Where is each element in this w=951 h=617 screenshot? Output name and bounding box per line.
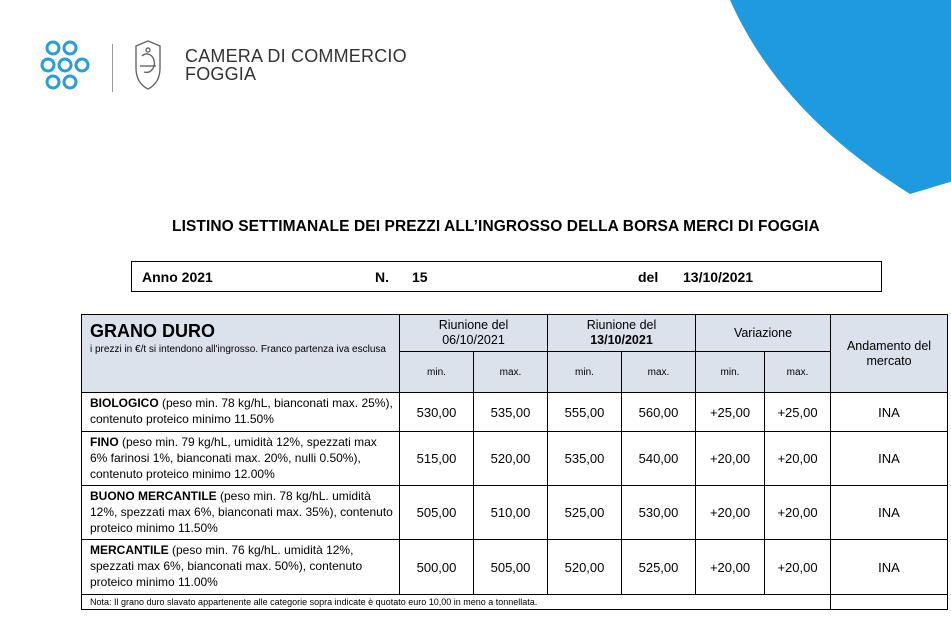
grade-description	[82, 432, 400, 486]
grade-description	[82, 486, 400, 540]
curr-min-cell: 535,00	[548, 432, 622, 486]
prev-min-cell: 515,00	[400, 432, 474, 486]
prev-max-cell: 520,00	[474, 432, 548, 486]
document-title: LISTINO SETTIMANALE DEI PREZZI ALL’INGROSSO DELLA BORSA MERCI DI FOGGIA	[172, 218, 820, 235]
prev-meeting-label: Riunione del	[438, 318, 509, 332]
number-label: N.	[375, 269, 389, 285]
organization-name	[185, 47, 407, 83]
var-min-cell: +20,00	[696, 432, 765, 486]
footnote-empty-cell	[831, 595, 948, 610]
footnote-row	[82, 595, 948, 610]
curr-max-header: max.	[622, 352, 696, 393]
date-value: 13/10/2021	[683, 269, 754, 285]
grade-spec: (peso min. 78 kg/hL. umidità 12%, spezzati max 6%, bianconati max. 35%), contenuto proteico minimo 11.50%	[90, 489, 393, 535]
curr-meeting-label: Riunione del	[586, 318, 657, 332]
curr-meeting-date: 13/10/2021	[590, 333, 653, 347]
table-row	[82, 393, 948, 432]
curr-min-cell: 525,00	[548, 486, 622, 540]
trend-cell: INA	[831, 432, 948, 486]
grade-name: BIOLOGICO	[90, 396, 159, 410]
prev-min-cell: 500,00	[400, 540, 474, 595]
grade-description	[82, 540, 400, 595]
logo-separator	[112, 44, 113, 92]
date-label: del	[638, 269, 659, 285]
prev-meeting-header	[400, 315, 548, 352]
grade-name: FINO	[90, 435, 119, 449]
year-label: Anno 2021	[142, 269, 213, 285]
issue-info-box	[131, 261, 882, 292]
curr-max-cell: 560,00	[622, 393, 696, 432]
price-table	[81, 314, 948, 610]
grade-description	[82, 393, 400, 432]
trend-cell: INA	[831, 540, 948, 595]
trend-cell: INA	[831, 486, 948, 540]
prev-max-header: max.	[474, 352, 548, 393]
curr-min-header: min.	[548, 352, 622, 393]
var-min-header: min.	[696, 352, 765, 393]
grain-section-header	[82, 315, 400, 393]
prev-max-cell: 505,00	[474, 540, 548, 595]
section-title: GRANO DURO	[90, 321, 215, 341]
grade-name: MERCANTILE	[90, 543, 169, 557]
chamber-logo-icon	[40, 38, 90, 92]
table-row	[82, 540, 948, 595]
table-row	[82, 486, 948, 540]
prev-max-cell: 510,00	[474, 486, 548, 540]
number-value: 15	[412, 269, 428, 285]
var-max-cell: +20,00	[765, 432, 831, 486]
grade-name: BUONO MERCANTILE	[90, 489, 217, 503]
decorative-blue-arc	[690, 0, 951, 200]
prev-min-cell: 505,00	[400, 486, 474, 540]
var-min-cell: +20,00	[696, 540, 765, 595]
grade-spec: (peso min. 78 kg/hL, bianconati max. 25%), contenuto proteico minimo 11.50%	[90, 396, 393, 426]
footnote: Nota: Il grano duro slavato appartenente alle categorie sopra indicate è quotato euro 10,00 in meno a tonnellata.	[82, 595, 831, 610]
org-name-line1: CAMERA DI COMMERCIO	[185, 46, 407, 66]
prev-min-header: min.	[400, 352, 474, 393]
curr-meeting-header	[548, 315, 696, 352]
org-name-line2: FOGGIA	[185, 64, 257, 84]
grade-spec: (peso min. 79 kg/hL, umidità 12%, spezzati max 6% farinosi 1%, bianconati max. 20%, nulli 0.50%), contenuto proteico minimo 12.00%	[90, 435, 377, 481]
trend-cell: INA	[831, 393, 948, 432]
table-row	[82, 432, 948, 486]
curr-min-cell: 555,00	[548, 393, 622, 432]
var-max-cell: +20,00	[765, 486, 831, 540]
curr-min-cell: 520,00	[548, 540, 622, 595]
variation-header: Variazione	[696, 315, 831, 352]
var-max-header: max.	[765, 352, 831, 393]
var-max-cell: +25,00	[765, 393, 831, 432]
grade-spec: (peso min. 76 kg/hL. umidità 12%, spezzati max 6%, bianconati max. 50%), contenuto proteico minimo 11.00%	[90, 543, 363, 589]
prev-meeting-date: 06/10/2021	[442, 333, 505, 347]
section-note: i prezzi in €/t si intendono all'ingrosso. Franco partenza iva esclusa	[90, 344, 386, 355]
var-max-cell: +20,00	[765, 540, 831, 595]
prev-max-cell: 535,00	[474, 393, 548, 432]
market-trend-header: Andamento del mercato	[831, 315, 948, 393]
curr-max-cell: 540,00	[622, 432, 696, 486]
var-min-cell: +20,00	[696, 486, 765, 540]
var-min-cell: +25,00	[696, 393, 765, 432]
city-seal-icon	[128, 38, 168, 92]
prev-min-cell: 530,00	[400, 393, 474, 432]
curr-max-cell: 525,00	[622, 540, 696, 595]
curr-max-cell: 530,00	[622, 486, 696, 540]
